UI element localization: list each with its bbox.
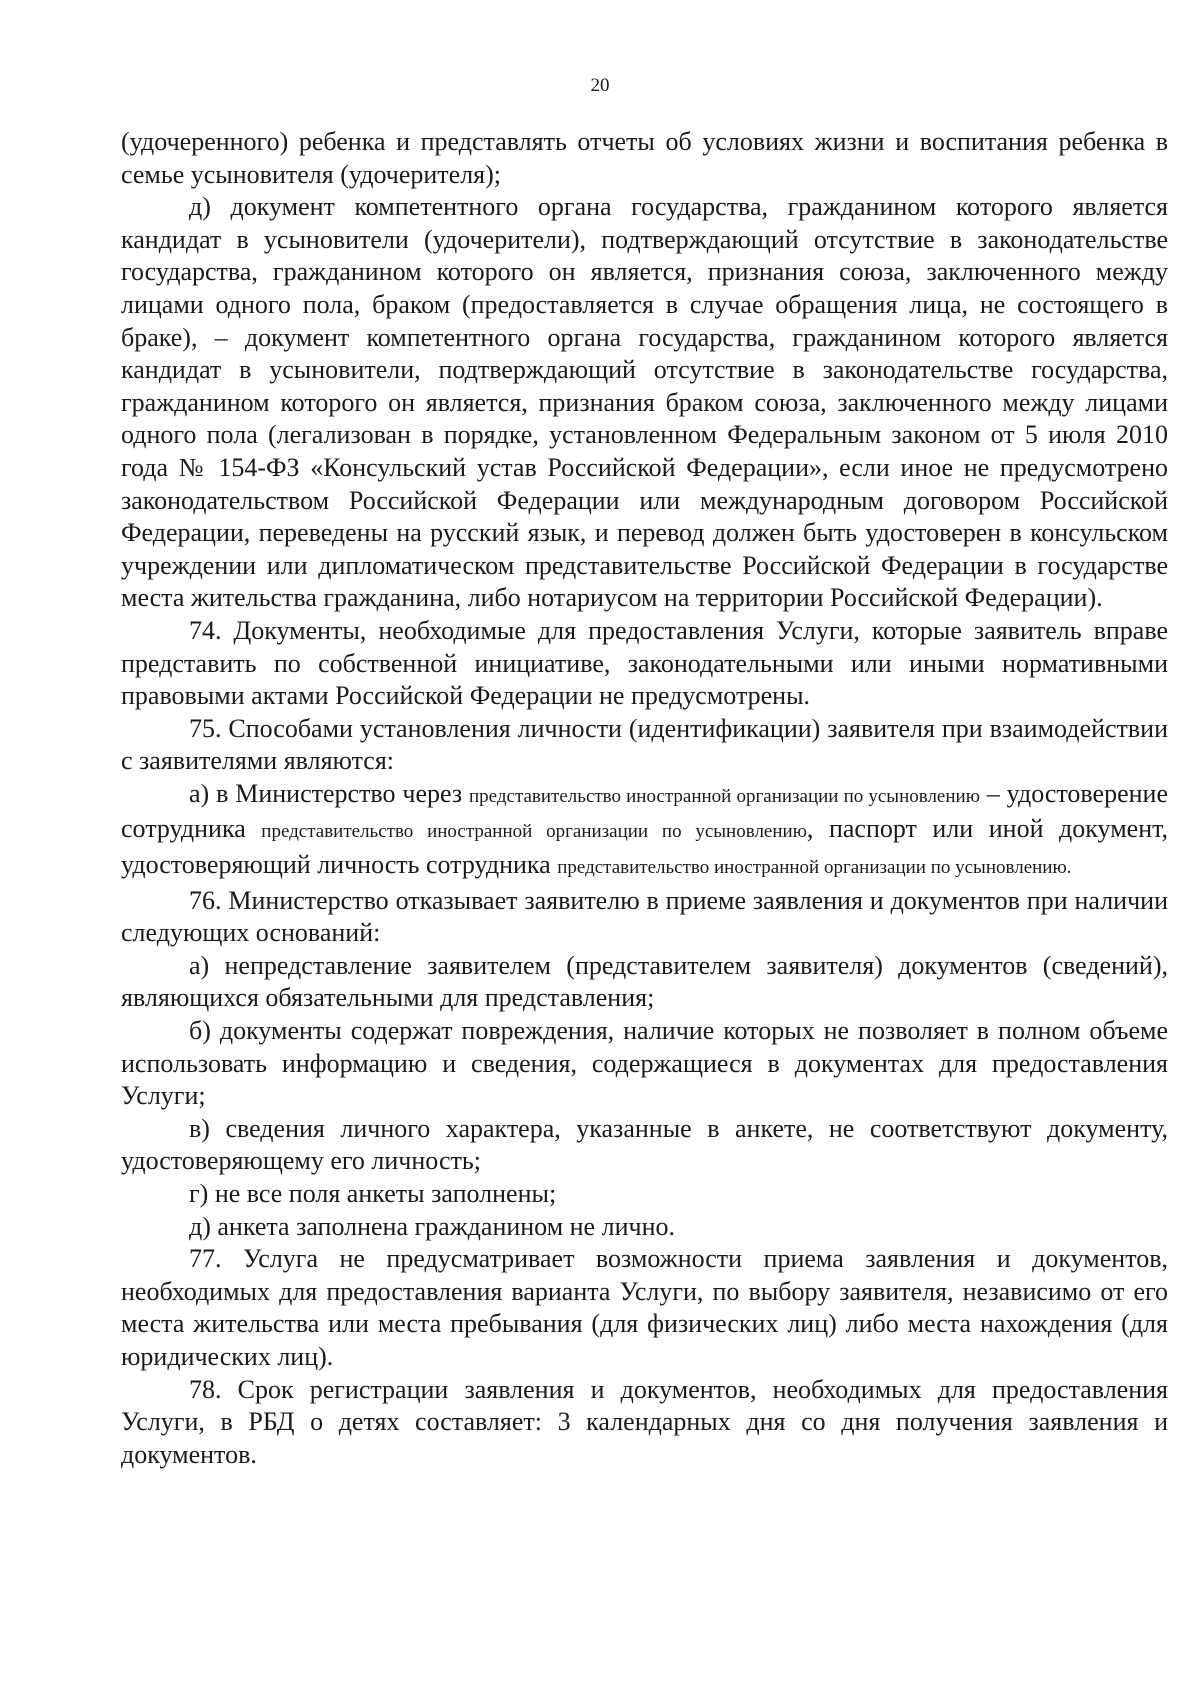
paragraph-75-item-a [121,778,1168,885]
paragraph-76-item-v: в) сведения личного характера, указанные в анкете, не соответствуют документу, удостоверяющему его личность; [121,1113,1168,1176]
paragraph-item-d: д) документ компетентного органа государства, гражданином которого является кандидат в усыновители (удочерители), подтверждающий отсутствие в законодательстве государства, гражданином которого он является, признания союза, заключенного между лицами одного пола, браком (предоставляется в случае обращения лица, не состоящего в браке), – документ компетентного органа государства, гражданином которого является кандидат в усыновители, подтверждающий отсутствие в законодательстве государства, гражданином которого он является, признания браком союза, заключенного между лицами одного пола (легализован в порядке, установленном Федеральным законом от 5 июля 2010 года № 154-ФЗ «Консульский устав Российской Федерации», если иное не предусмотрено законодательством Российской Федерации или международным договором Российской Федерации, переведены на русский язык, и перевод должен быть удостоверен в консульском учреждении или дипломатическом представительстве Российской Федерации в государстве места жительства гражданина, либо нотариусом на территории Российской Федерации). [121,192,1168,613]
text-run-small: представительство иностранной организации по усыновлению [557,857,1067,879]
paragraph-continuation: (удочеренного) ребенка и представлять отчеты об условиях жизни и воспитания ребенка в семье усыновителя (удочерителя); [121,127,1168,189]
paragraph-76-item-g: г) не все поля анкеты заполнены; [189,1179,557,1208]
document-body [121,126,1168,1471]
text-run-small: . [1066,857,1072,879]
text-run-small: представительство иностранной организации по усыновлению [261,821,807,843]
text-run-small: представительство иностранной организации по усыновлению [469,785,980,807]
paragraph-75: 75. Способами установления личности (идентификации) заявителя при взаимодействии с заявителями являются: [121,713,1168,776]
paragraph-78: 78. Срок регистрации заявления и документов, необходимых для предоставления Услуги, в РБД о детях составляет: 3 календарных дня со дня получения заявления и документов. [121,1374,1168,1469]
paragraph-74: 74. Документы, необходимые для предоставления Услуги, которые заявитель вправе представить по собственной инициативе, законодательными или иными нормативными правовыми актами Российской Федерации не предусмотрены. [121,615,1168,711]
text-run: а) в Министерство через [189,778,469,808]
paragraph-76-item-b: б) документы содержат повреждения, наличие которых не позволяет в полном объеме использовать информацию и сведения, содержащиеся в документах для предоставления Услуги; [121,1016,1168,1111]
page-number: 20 [590,75,610,96]
paragraph-76: 76. Министерство отказывает заявителю в приеме заявления и документов при наличии следующих оснований: [121,885,1168,948]
paragraph-77: 77. Услуга не предусматривает возможности приема заявления и документов, необходимых для предоставления варианта Услуги, по выбору заявителя, независимо от его места жительства или места пребывания (для физических лиц) либо места нахождения (для юридических лиц). [121,1244,1168,1371]
paragraph-76-item-d: д) анкета заполнена гражданином не лично. [189,1211,675,1241]
text-run: – удостоверение сотрудника [121,778,1169,844]
text-run: , паспорт или иной документ, удостоверяющий личность сотрудника [121,814,1169,880]
paragraph-76-item-a: а) непредставление заявителем (представителем заявителя) документов (сведений), являющихся обязательными для представления; [121,950,1168,1013]
